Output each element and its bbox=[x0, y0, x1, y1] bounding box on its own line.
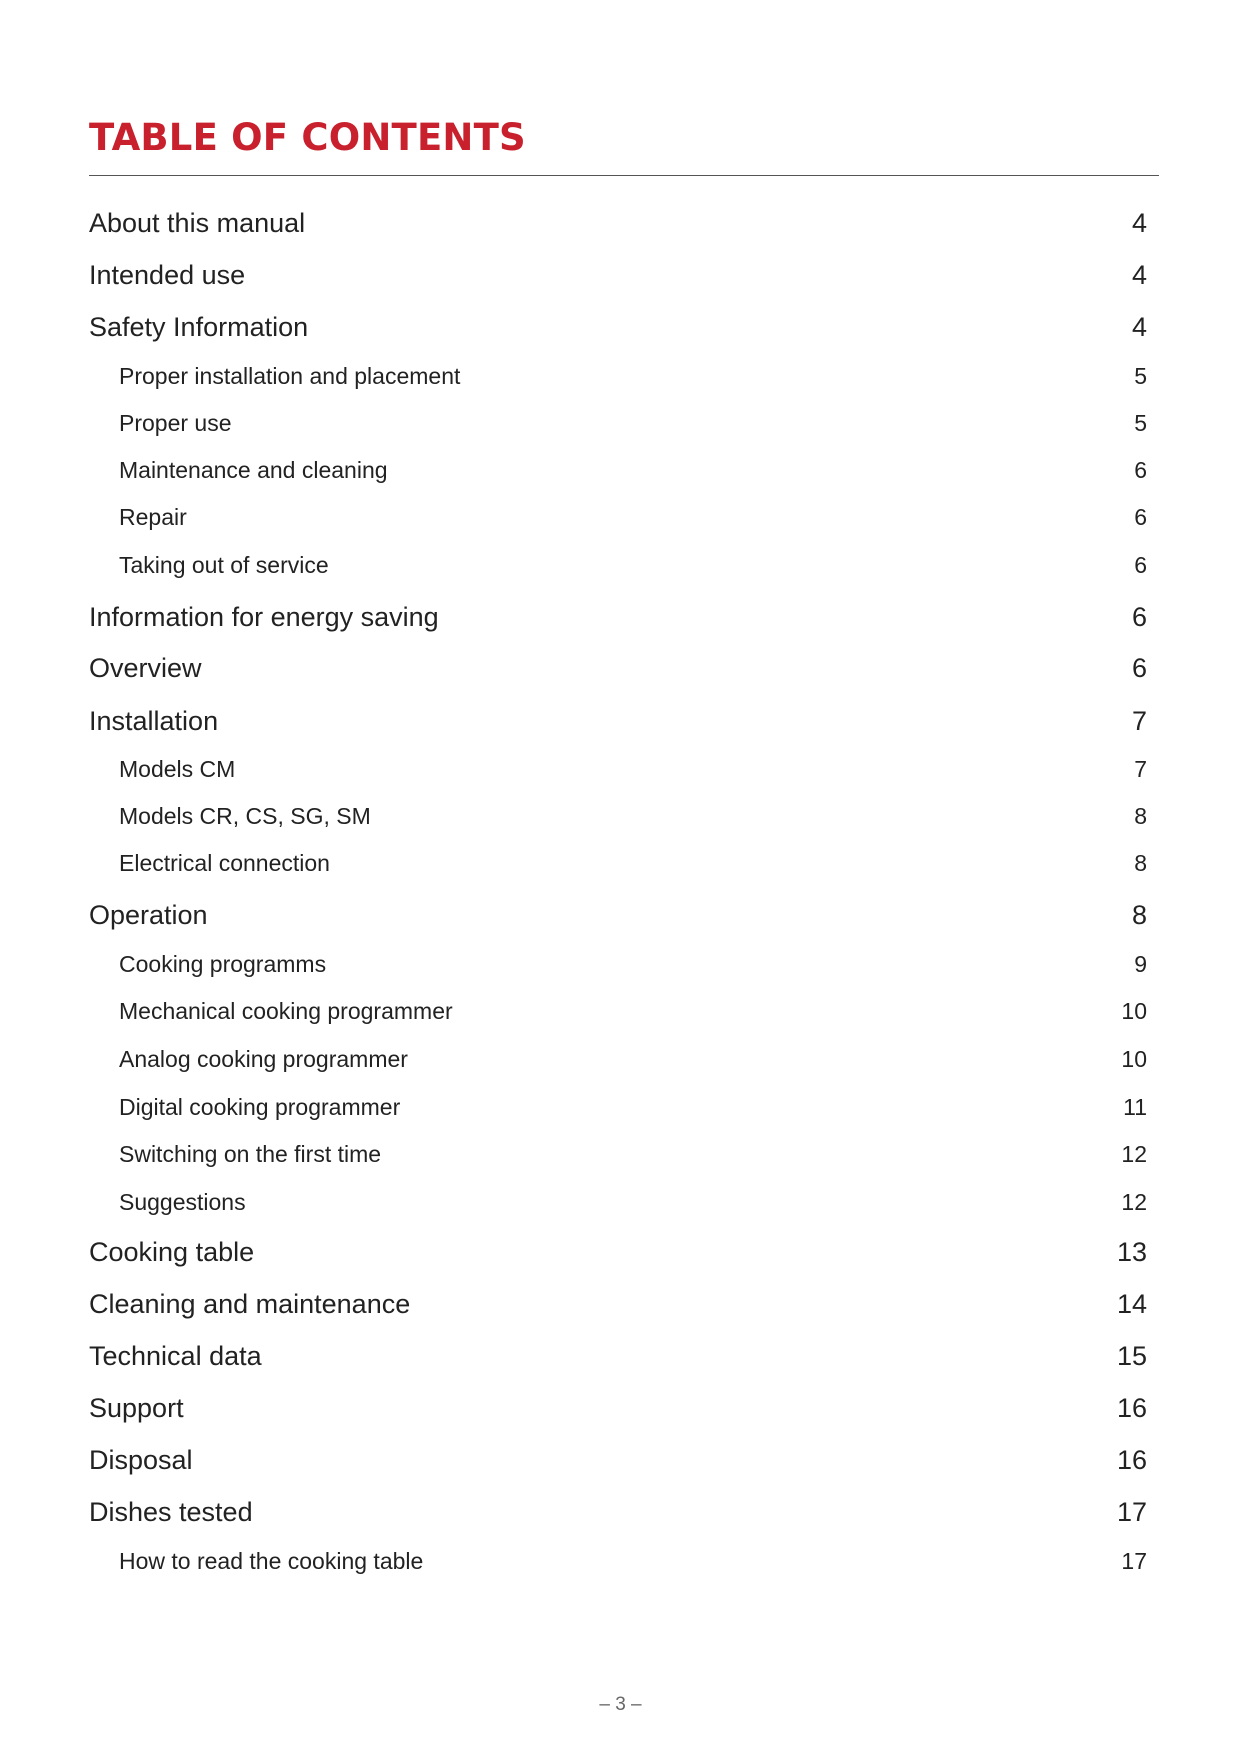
toc-entry-page-number: 8 bbox=[1134, 802, 1147, 829]
toc-entry[interactable] bbox=[89, 203, 1147, 243]
toc-subentry[interactable] bbox=[89, 796, 1147, 836]
toc-entry[interactable] bbox=[89, 597, 1147, 637]
toc-entry-page-number: 4 bbox=[1131, 259, 1147, 290]
toc-entry-title: Safety Information bbox=[89, 311, 309, 342]
toc-entry-page-number: 12 bbox=[1121, 1188, 1147, 1215]
toc-subentry[interactable] bbox=[89, 1134, 1147, 1174]
toc-entry-page-number: 8 bbox=[1134, 849, 1147, 876]
toc-entry-title: Overview bbox=[89, 652, 202, 683]
toc-entry-page-number: 11 bbox=[1123, 1093, 1147, 1120]
toc-entry-title: Information for energy saving bbox=[89, 601, 439, 632]
toc-subentry[interactable] bbox=[89, 450, 1147, 490]
toc-entry-page-number: 4 bbox=[1131, 311, 1147, 342]
toc-entry-page-number: 6 bbox=[1131, 601, 1147, 632]
toc-subentry[interactable] bbox=[89, 944, 1147, 984]
toc-entry-title: Dishes tested bbox=[89, 1496, 253, 1527]
toc-entry-page-number: 5 bbox=[1134, 362, 1147, 389]
toc-entry-page-number: 17 bbox=[1116, 1496, 1147, 1527]
toc-entry-page-number: 15 bbox=[1116, 1340, 1147, 1371]
toc-entry[interactable] bbox=[89, 255, 1147, 295]
toc-entry[interactable] bbox=[89, 701, 1147, 741]
toc-subentry[interactable] bbox=[89, 749, 1147, 789]
toc-entry-page-number: 6 bbox=[1134, 551, 1147, 578]
toc-entry-title: Disposal bbox=[89, 1444, 193, 1475]
toc-entry-page-number: 9 bbox=[1134, 950, 1147, 977]
toc-entry-title: Repair bbox=[119, 503, 187, 530]
toc-entry-page-number: 10 bbox=[1121, 997, 1147, 1024]
toc-entry-page-number: 4 bbox=[1131, 207, 1147, 238]
toc-subentry[interactable] bbox=[89, 1087, 1147, 1127]
toc-entry-title: Intended use bbox=[89, 259, 246, 290]
toc-entry-title: Cleaning and maintenance bbox=[89, 1288, 411, 1319]
toc-entry-page-number: 17 bbox=[1121, 1547, 1147, 1574]
page-number-footer: – 3 – bbox=[599, 1694, 642, 1715]
toc-entry[interactable] bbox=[89, 1336, 1147, 1376]
page-title: TABLE OF CONTENTS bbox=[89, 116, 526, 159]
toc-entry-title: Proper use bbox=[119, 409, 232, 436]
toc-entry-page-number: 5 bbox=[1134, 409, 1147, 436]
toc-entry-title: About this manual bbox=[89, 207, 306, 238]
toc-entry[interactable] bbox=[89, 1284, 1147, 1324]
title-divider bbox=[89, 175, 1159, 176]
toc-entry-title: Proper installation and placement bbox=[119, 362, 461, 389]
toc-entry-title: How to read the cooking table bbox=[119, 1547, 424, 1574]
toc-subentry[interactable] bbox=[89, 1039, 1147, 1079]
toc-entry-title: Electrical connection bbox=[119, 849, 330, 876]
toc-subentry[interactable] bbox=[89, 403, 1147, 443]
toc-subentry[interactable] bbox=[89, 497, 1147, 537]
toc-entry[interactable] bbox=[89, 1492, 1147, 1532]
toc-entry[interactable] bbox=[89, 895, 1147, 935]
toc-entry[interactable] bbox=[89, 1232, 1147, 1272]
toc-subentry[interactable] bbox=[89, 1541, 1147, 1581]
toc-entry-title: Cooking table bbox=[89, 1236, 255, 1267]
toc-entry-page-number: 6 bbox=[1134, 456, 1147, 483]
toc-entry-page-number: 13 bbox=[1116, 1236, 1147, 1267]
toc-entry-page-number: 8 bbox=[1131, 899, 1147, 930]
toc-subentry[interactable] bbox=[89, 843, 1147, 883]
toc-entry-title: Suggestions bbox=[119, 1188, 246, 1215]
toc-entry-title: Models CR, CS, SG, SM bbox=[119, 802, 371, 829]
toc-entry-title: Maintenance and cleaning bbox=[119, 456, 388, 483]
toc-entry[interactable] bbox=[89, 1440, 1147, 1480]
toc-entry-title: Models CM bbox=[119, 755, 236, 782]
toc-entry-title: Digital cooking programmer bbox=[119, 1093, 401, 1120]
toc-entry-title: Switching on the first time bbox=[119, 1140, 382, 1167]
toc-entry-page-number: 10 bbox=[1121, 1045, 1147, 1072]
toc-entry-page-number: 16 bbox=[1116, 1392, 1147, 1423]
toc-entry-title: Cooking programms bbox=[119, 950, 327, 977]
toc-entry-title: Installation bbox=[89, 705, 219, 736]
toc-entry-title: Taking out of service bbox=[119, 551, 329, 578]
toc-entry-page-number: 6 bbox=[1131, 652, 1147, 683]
toc-entry-page-number: 12 bbox=[1121, 1140, 1147, 1167]
toc-entry-page-number: 6 bbox=[1134, 503, 1147, 530]
toc-entry[interactable] bbox=[89, 648, 1147, 688]
toc-entry-title: Analog cooking programmer bbox=[119, 1045, 408, 1072]
toc-subentry[interactable] bbox=[89, 991, 1147, 1031]
toc-entry[interactable] bbox=[89, 307, 1147, 347]
toc-entry[interactable] bbox=[89, 1388, 1147, 1428]
toc-entry-page-number: 7 bbox=[1134, 755, 1147, 782]
toc-entry-page-number: 16 bbox=[1116, 1444, 1147, 1475]
toc-entry-title: Mechanical cooking programmer bbox=[119, 997, 453, 1024]
toc-entry-page-number: 14 bbox=[1116, 1288, 1147, 1319]
toc-entry-title: Technical data bbox=[89, 1340, 262, 1371]
toc-subentry[interactable] bbox=[89, 1182, 1147, 1222]
toc-subentry[interactable] bbox=[89, 356, 1147, 396]
toc-entry-title: Support bbox=[89, 1392, 184, 1423]
toc-entry-title: Operation bbox=[89, 899, 208, 930]
toc-subentry[interactable] bbox=[89, 545, 1147, 585]
toc-entry-page-number: 7 bbox=[1131, 705, 1147, 736]
